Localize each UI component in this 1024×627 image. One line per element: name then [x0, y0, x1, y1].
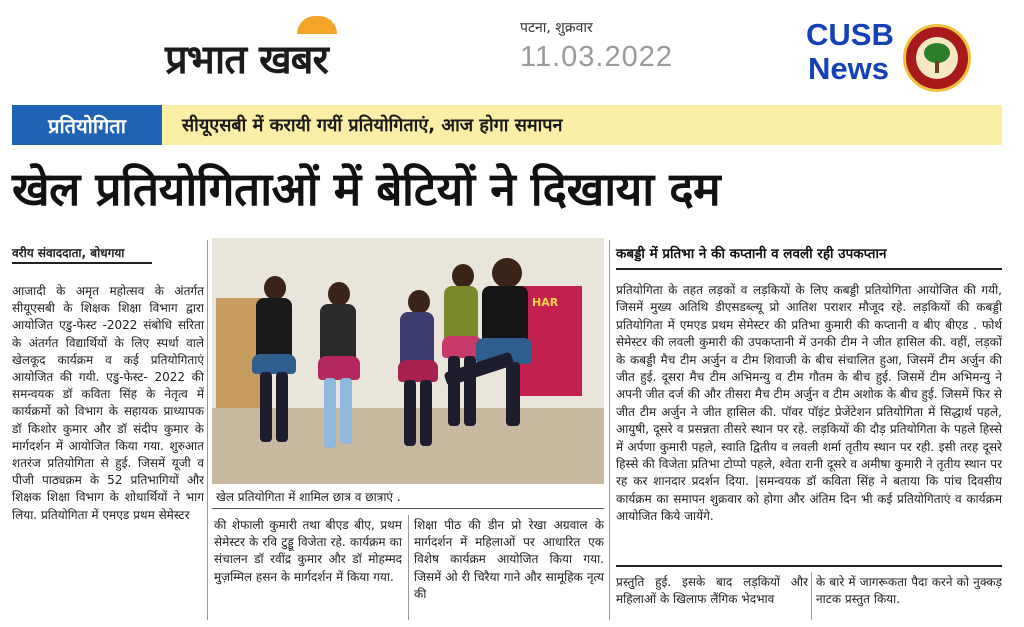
article-column-4: प्रतियोगिता के तहत लड़कों व लड़कियों के लिए कबड्डी प्रतियोगिता आयोजित की गयी, जिसमें मुख्य अतिथि डीएसडब्ल्यू प्रो आतिश पराशर मौजूद रहे. लड़कियों की कबड्डी प्रतियोगिता में एमएड प्रथम सेमेस्टर की प्रतिभा कुमारी की कप्तानी व बीए बीएड . फोर्थ सेमेस्टर की लवली कुमारी की उपकप्तानी में उनकी टीम ने जीत हासिल की. वहीं, लड़कों के कबड्डी मैच टीम अर्जुन व टीम शिवाजी के बीच संचालित हुआ, जिसमें टीम अर्जुन की जीत हुई. दूसरा मैच टीम अभिमन्यु व टीम गौतम के बीच हुई. जिसमें टीम अभिमन्यु ने अपनी जीत दर्ज की और तीसरा मैच टीम अर्जुन व टीम अशोक के बीच हुई. जिसमें फिर से जीत टीम अर्जुन ने जीत हासिल की. पॉवर पॉइंट प्रेजेंटेशन प्रतियोगिता में सिद्धार्थ पहले, आयुषी, दूसरे व प्रसन्नता तीसरे स्थान पर रहे. लड़कियों की दौड़ प्रतियोगिता के पहले हिस्से में अर्पणा कुमारी पहले, स्वाति द्वितीय व लवली शर्मा तृतीय स्थान पर रही. इसी तरह दूसरे हिस्से की विजेता प्रतिभा टोप्पो पहले, श्वेता रानी दूसरे व अमीषा कुमारी ने तृतीय स्थान पर रह कर शानदार प्रदर्शन दिया. |समन्वयक डॉ कविता सिंह ने बताया कि पांच दिवसीय कार्यक्रम का समापन शुक्रवार को होगा और अंतिम दिन भी कई प्रतियोगिताएं व कार्यक्रम आयोजित किये जायेंगे. — [616, 283, 1002, 524]
category-bar — [12, 105, 1002, 145]
article-column-1: आजादी के अमृत महोत्सव के अंतर्गत सीयूएसबी के शिक्षक शिक्षा विभाग द्वारा आयोजित एडु-फेस्ट -2022 संबोधि सरिता के अंतर्गत विद्यार्थियों के लिए स्पर्धा वाले खेलकूद कार्यक्रम व कई प्रतियोगिताएं आयोजित की गयी. एडु-फेस्ट- 2022 की समन्वयक डॉ कविता सिंह के नेतृत्व में कार्यक्रमों को विभाग के सहायक प्राध्यापक डॉ किशोर कुमार और डॉ संदीप कुमार के मार्गदर्शन में आयोजित किया गया. शुरुआत शतरंज प्रतियोगिता से हुई. जिसमें यूजी व पीजी पाठ्यक्रम के 52 प्रतिभागियों और शिक्षक शिक्षा विभाग के शोधार्थियों ने भाग लिया. प्रतियोगिता में एमएड प्रथम सेमेस्टर — [12, 284, 204, 522]
main-headline: खेल प्रतियोगिताओं में बेटियों ने दिखाया दम — [12, 162, 721, 216]
column-divider — [408, 515, 409, 620]
sub-headline: सीयूएसबी में करायी गयीं प्रतियोगिताएं, आज होगा समापन — [182, 115, 563, 136]
banner-text: HAR — [532, 296, 559, 309]
issue-date: 11.03.2022 — [520, 41, 673, 73]
column-divider — [207, 240, 208, 620]
article-column-6: के बारे में जागरूकता पैदा करने को नुक्कड़ नाटक प्रस्तुत किया. — [816, 575, 1002, 607]
dateline — [520, 18, 673, 74]
category-label: प्रतियोगिता — [12, 105, 162, 145]
university-seal-icon — [903, 24, 971, 92]
article-column-3: शिक्षा पीठ की डीन प्रो रेखा अग्रवाल के मार्गदर्शन में महिलाओं पर आधारित एक विशेष कार्यक्रम आयोजित किया गया. जिसमें ओ री चिरैया गाने और सामूहिक नृत्य की — [414, 518, 604, 601]
section-subhead: कबड्डी में प्रतिभा ने की कप्तानी व लवली रही उपकप्तान — [616, 246, 887, 262]
photo-caption: खेल प्रतियोगिता में शामिल छात्र व छात्राएं . — [216, 490, 401, 504]
caption-rule — [212, 508, 604, 509]
column-divider — [609, 240, 610, 620]
cusb-logo-line2: News — [808, 51, 889, 86]
news-photo — [212, 238, 604, 484]
cusb-logo-line1: CUSB — [806, 17, 894, 52]
tree-icon — [924, 43, 950, 63]
byline: वरीय संवाददाता, बोधगया — [12, 246, 125, 260]
article-column-5: प्रस्तुति हुई. इसके बाद लड़कियों और महिलाओं के खिलाफ लैंगिक भेदभाव — [616, 575, 808, 607]
article-column-2: की शेफाली कुमारी तथा बीएड बीए, प्रथम सेमेस्टर के रवि टुड्डू विजेता रहे. कार्यक्रम का संचालन डॉ रवींद्र कुमार और डॉ मोहम्मद मुज़म्मिल हसन के मार्गदर्शन में किया गया. — [214, 518, 402, 584]
newspaper-masthead — [165, 14, 465, 84]
subhead-rule — [616, 268, 1002, 270]
cusb-news-logo — [806, 18, 894, 86]
section-rule — [616, 565, 1002, 567]
newspaper-name: प्रभात खबर — [165, 36, 328, 83]
column-divider — [811, 572, 812, 620]
byline-rule — [12, 262, 152, 264]
city-day: पटना, शुक्रवार — [520, 20, 593, 36]
